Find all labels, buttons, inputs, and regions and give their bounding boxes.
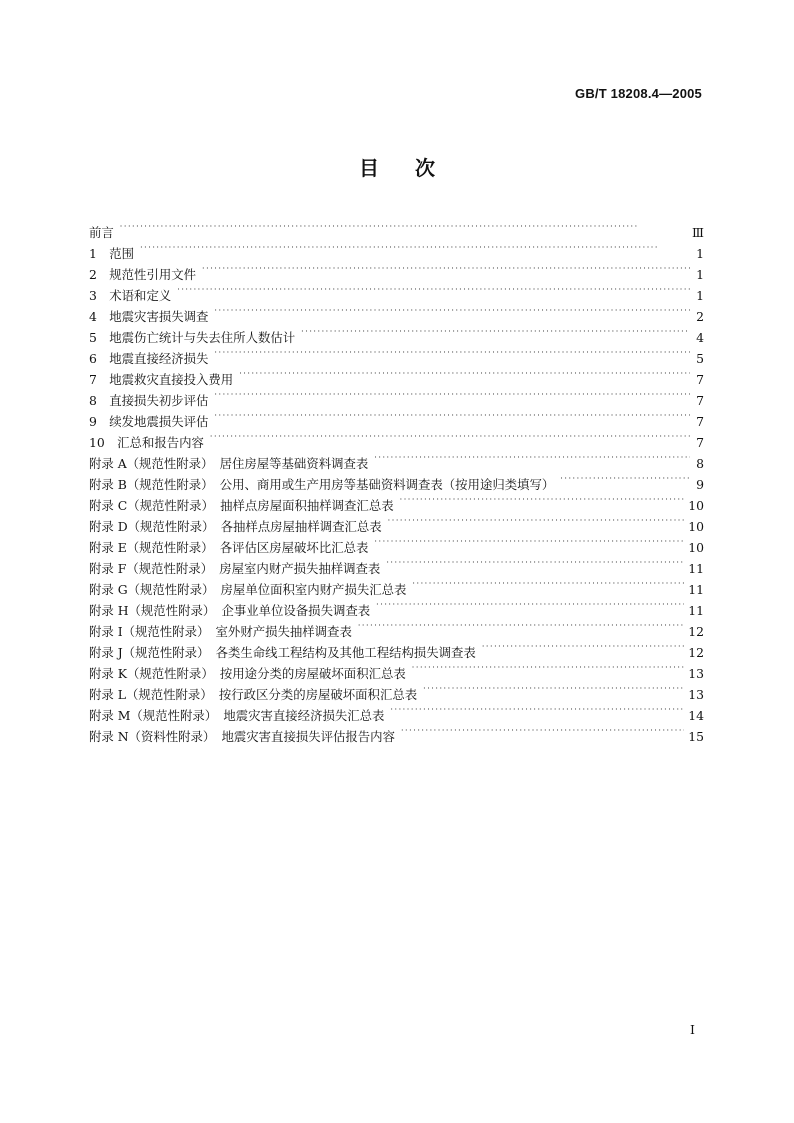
toc-leader-dots (214, 300, 690, 321)
toc-leader-dots (202, 258, 690, 279)
toc-entry-label: 附录 A（规范性附录） 居住房屋等基础资料调查表 (89, 456, 369, 471)
toc-entry-label: 附录 M（规范性附录） 地震灾害直接经济损失汇总表 (89, 708, 385, 723)
page-title: 目次 (359, 156, 471, 180)
toc-entry-label: 附录 J（规范性附录） 各类生命线工程结构及其他工程结构损失调查表 (89, 645, 476, 660)
toc-entry-page: 7 (696, 435, 704, 450)
toc-entry-page: 1 (696, 246, 704, 261)
toc-leader-dots (386, 552, 684, 573)
toc-entry-page: 7 (696, 414, 704, 429)
toc-entry[interactable] (89, 279, 704, 303)
toc-entry-page: 1 (696, 267, 704, 282)
table-of-contents (89, 216, 704, 744)
toc-leader-dots (177, 279, 690, 300)
toc-entry-label: 附录 E（规范性附录） 各评估区房屋破坏比汇总表 (89, 540, 369, 555)
toc-entry-label: 3 术语和定义 (89, 288, 172, 303)
toc-entry-label: 1 范围 (89, 246, 135, 261)
toc-leader-dots (412, 573, 684, 594)
toc-entry-label: 附录 C（规范性附录） 抽样点房屋面积抽样调查汇总表 (89, 498, 394, 513)
toc-entry-label: 4 地震灾害损失调查 (89, 309, 209, 324)
toc-leader-dots (423, 678, 684, 699)
toc-entry-page: 15 (688, 729, 704, 744)
toc-leader-dots (560, 468, 690, 489)
toc-entry[interactable] (89, 300, 704, 324)
toc-entry-label: 10 汇总和报告内容 (89, 435, 204, 450)
toc-entry-label: 8 直接损失初步评估 (89, 393, 209, 408)
toc-leader-dots (390, 699, 684, 720)
toc-entry-label: 附录 L（规范性附录） 按行政区分类的房屋破坏面积汇总表 (89, 687, 418, 702)
toc-entry-page: 8 (696, 456, 704, 471)
toc-entry-label: 2 规范性引用文件 (89, 267, 197, 282)
toc-entry-page: 10 (688, 540, 704, 555)
toc-entry-page: 2 (696, 309, 704, 324)
toc-entry-page: 14 (688, 708, 704, 723)
toc-entry-label: 附录 D（规范性附录） 各抽样点房屋抽样调查汇总表 (89, 519, 382, 534)
toc-entry-label: 6 地震直接经济损失 (89, 351, 209, 366)
toc-entry-page: 10 (688, 498, 704, 513)
toc-entry-page: 11 (688, 603, 704, 618)
toc-leader-dots (214, 405, 690, 426)
toc-leader-dots (374, 447, 690, 468)
toc-entry-page: 11 (688, 582, 704, 597)
toc-entry-label: 附录 G（规范性附录） 房屋单位面积室内财产损失汇总表 (89, 582, 407, 597)
toc-entry-page: 13 (688, 666, 704, 681)
toc-entry-label: 5 地震伤亡统计与失去住所人数估计 (89, 330, 296, 345)
toc-leader-dots (388, 510, 685, 531)
toc-entry-label: 附录 B（规范性附录） 公用、商用或生产用房等基础资料调查表（按用途归类填写） (89, 477, 555, 492)
toc-entry[interactable] (89, 258, 704, 282)
toc-entry-label: 附录 F（规范性附录） 房屋室内财产损失抽样调查表 (89, 561, 381, 576)
toc-entry-page: 12 (688, 624, 704, 639)
toc-entry-page: 7 (696, 393, 704, 408)
toc-entry-label: 附录 N（资料性附录） 地震灾害直接损失评估报告内容 (89, 729, 395, 744)
toc-entry-label: 9 续发地震损失评估 (89, 414, 209, 429)
toc-entry-page: 9 (696, 477, 704, 492)
toc-leader-dots (374, 531, 684, 552)
toc-leader-dots (301, 321, 690, 342)
toc-entry[interactable] (89, 216, 704, 240)
toc-entry-label: 附录 I（规范性附录） 室外财产损失抽样调查表 (89, 624, 352, 639)
toc-entry-label: 7 地震救灾直接投入费用 (89, 372, 234, 387)
toc-entry-label: 附录 K（规范性附录） 按用途分类的房屋破坏面积汇总表 (89, 666, 406, 681)
toc-leader-dots (120, 216, 688, 237)
toc-entry-label: 前言 (89, 225, 114, 240)
toc-entry[interactable] (89, 237, 704, 261)
toc-entry-page: 12 (688, 645, 704, 660)
toc-leader-dots (482, 636, 684, 657)
toc-entry-page: 10 (688, 519, 704, 534)
toc-entry-page: 1 (696, 288, 704, 303)
toc-leader-dots (401, 720, 684, 741)
toc-entry-page: 4 (696, 330, 704, 345)
toc-entry-page: 7 (696, 372, 704, 387)
page-number: Ⅰ (690, 1022, 695, 1037)
toc-leader-dots (358, 615, 684, 636)
toc-leader-dots (214, 342, 690, 363)
toc-leader-dots (140, 237, 690, 258)
toc-entry-label: 附录 H（规范性附录） 企事业单位设备损失调查表 (89, 603, 371, 618)
toc-leader-dots (239, 363, 690, 384)
toc-leader-dots (214, 384, 690, 405)
toc-leader-dots (210, 426, 690, 447)
toc-leader-dots (412, 657, 684, 678)
toc-entry-page: 5 (696, 351, 704, 366)
toc-entry-page: 11 (688, 561, 704, 576)
toc-leader-dots (400, 489, 685, 510)
toc-entry-page: Ⅲ (692, 225, 704, 240)
toc-entry-page: 13 (688, 687, 704, 702)
toc-leader-dots (376, 594, 684, 615)
standard-code: GB/T 18208.4—2005 (575, 86, 702, 101)
